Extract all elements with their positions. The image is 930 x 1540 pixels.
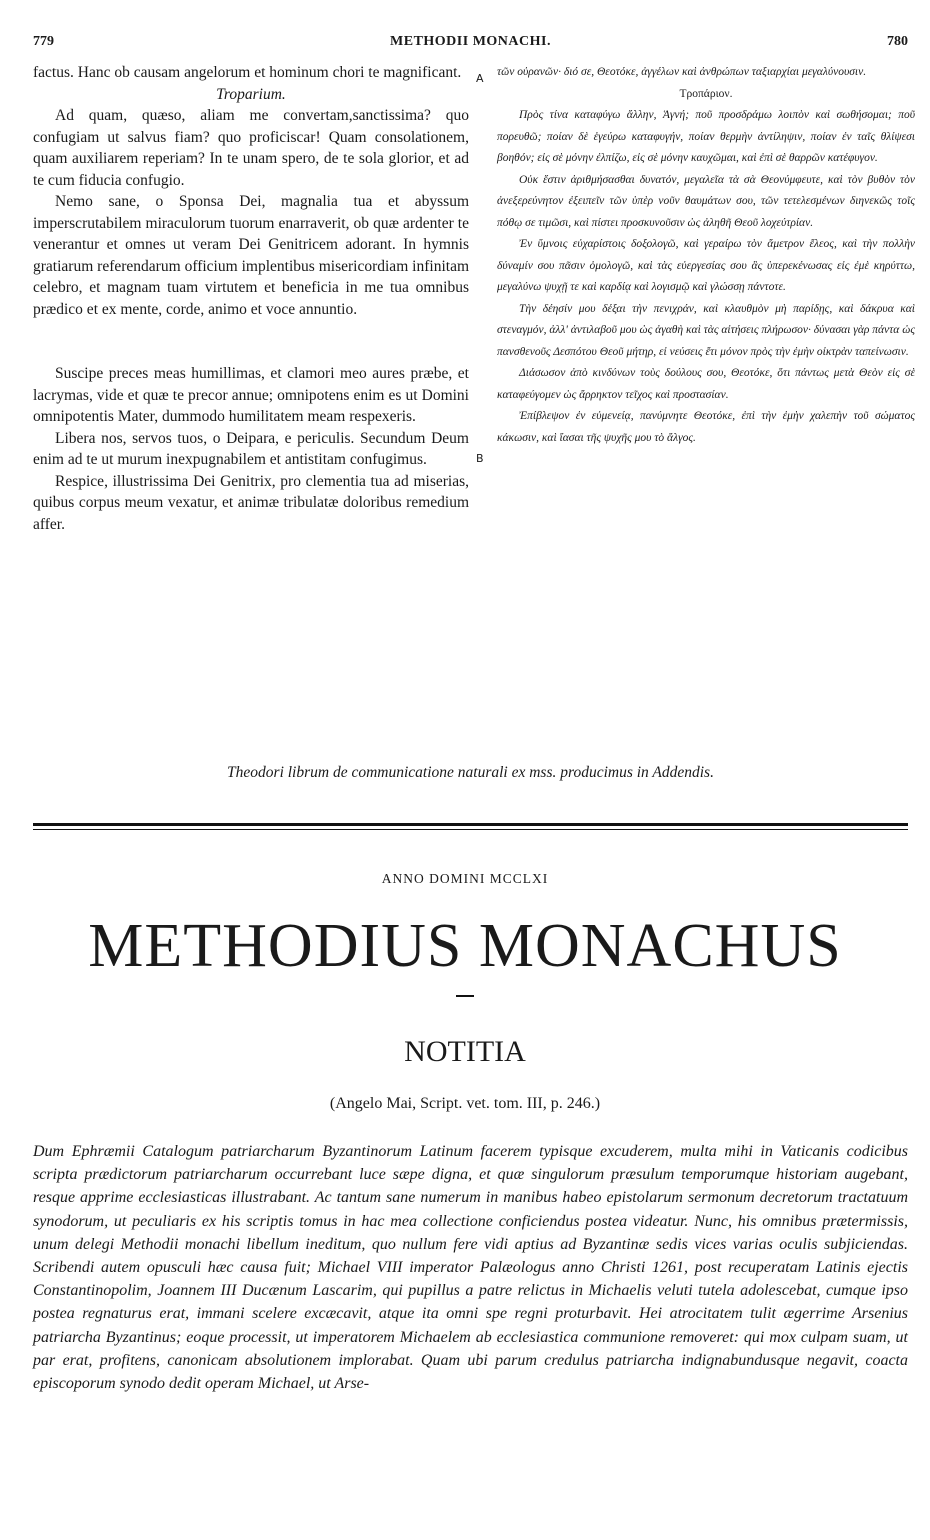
section-subtitle: NOTITIA (404, 1035, 526, 1068)
latin-paragraph: Libera nos, servos tuos, o Deipara, e periculis. Secundum Deum enim ad te ut murum inexpugnabilem et antistitam confugimus. (33, 429, 469, 468)
running-header (33, 34, 908, 56)
notitia-paragraph: Dum Ephræmii Catalogum patriarcharum Byzantinorum Latinum facerem typisque excuderem, multa mihi in Vaticanis codicibus scripta prædictorum patriarcharum occurrebant luce sæpe digna, et quæ singulorum præsulum temporumque historiam augebant, resque apprime ecclesiasticas illustrabant. Ac tantum sane numerum in manibus habeo epistolarum sermonum decretorum tractatuum synodorum, ut peculiaris ex his scriptis tomus in hac mea collectione conficiendus postea videatur. Nunc, his omnibus prætermissis, unum delegi Methodii monachi libellum ineditum, quo nullum fere vidi aptius ad Byzantinæ sedis vices varias oculis subjiciendas. Scribendi autem opusculi hæc causa fuit; Michael VIII imperator Palæologus anno Christi 1261, post recuperatam Latinis ejectis Constantinopolim, Joannem III Ducænum Lascarim, qui pupillus a patre relictus in Michaelis veluti tutela adolescebat, cumque ipso postea regnaturus erat, immani scelere excæcavit, atque ita omni spe regni proturbavit. Hei atrocitatem tulit ægerrime Arsenius patriarcha Byzantinus; eoque processit, ut imperatorem Michaelem ab ecclesiastica communione removeret: qui mox culpam suam, ut par erat, profitens, canonicam absolutionem implorabat. Quam ubi parum credulus patriarcha indignabundusque negavit, coacta episcoporum synodo dedit operam Michael, ut Arse- (33, 1143, 908, 1393)
latin-column (33, 62, 469, 535)
greek-paragraph: Τὴν δέησίν μου δέξαι τὴν πενιχράν, καὶ κλαυθμὸν μὴ παρίδῃς, καὶ δάκρυα καὶ στεναγμόν, ἀλλ' ἀντιλαβοῦ μου ὡς ἀγαθὴ καὶ τὰς αἰτήσεις πλήρωσον· δύνασαι γὰρ πάντα ὡς πανσθενοῦς Δεσπότου Θεοῦ μήτηρ, εἰ νεύσεις ἔτι μόνον πρὸς τὴν ἐμὴν οἰκτρὰν ταπείνωσιν. (497, 302, 915, 358)
title-dash (456, 995, 474, 997)
notitia-text (33, 1140, 908, 1395)
greek-paragraph: Οὐκ ἔστιν ἀριθμήσασθαι δυνατόν, μεγαλεῖα τὰ σὰ Θεονύμφευτε, καὶ τὸν βυθὸν τὸν ἀνεξερεύνητον ἐξειπεῖν τῶν ὑπὲρ νοῦν θαυμάτων σου, τῶν τετελεσμένων διηνεκῶς τοῖς πόθῳ σε τιμῶσι, καὶ πίστει προσκυνοῦσιν ὡς ἀληθῆ Θεοῦ λοχεύτρίαν. (497, 173, 915, 229)
latin-paragraph: Ad quam, quæso, aliam me convertam,sanctissima? quo confugiam ut salvus fiam? quo proficiscar! Quam consolationem, quam auxiliarem reperiam? In te unam spero, de te sola glorior, et ad te cum fiducia confugio. (33, 107, 469, 189)
section-divider-thick (33, 823, 908, 826)
greek-column (497, 62, 915, 449)
section-divider-thin (33, 829, 908, 830)
greek-paragraph: Ἐν ὕμνοις εὐχαρίστοις δοξολογῶ, καὶ γεραίρω τὸν ἄμετρον ἔλεος, καὶ τὴν πολλὴν δύναμίν σου πᾶσιν ὁμολογῶ, καὶ τὰς εὐεργεσίας σου ἃς ὑπερεκένωσας εἰς ἐμὲ κηρύττω, μεγαλύνω ψυχῇ τε καὶ καρδίᾳ καὶ λογισμῷ καὶ γλώσσῃ πάντοτε. (497, 238, 915, 293)
latin-paragraph: Suscipe preces meas humillimas, et clamori meo aures præbe, et lacrymas, vide et quæ te precor annue; omnipotens enim es ut Domini omnipotentis Mater, dummodo humilitatem meam respexeris. (33, 365, 469, 425)
footnote: Theodori librum de communicatione naturali ex mss. producimus in Addendis. (227, 764, 714, 781)
greek-troparium-heading: Τροπάριον. (679, 87, 733, 100)
margin-marker-a: A (476, 72, 484, 85)
running-title: METHODII MONACHI. (390, 34, 551, 49)
greek-paragraph: Πρὸς τίνα καταφύγω ἄλλην, Ἁγνή; ποῦ προσδράμω λοιπὸν καὶ σωθήσομαι; ποῦ πορευθῶ; ποίαν δὲ ἑγεύρω καταφυγήν, ποίαν θερμὴν ἀντίληψιν, ποίαν ἐν ταῖς θλίψεσι βοηθόν; εἰς σὲ μόνην ἐλπίζω, εἰς σὲ μόνην καυχῶμαι, καὶ ἐπὶ σὲ θαρρῶν κατέφυγον. (497, 109, 915, 164)
margin-marker-b: B (476, 452, 484, 465)
greek-paragraph: Ἐπίβλεψον ἐν εὐμενείᾳ, πανύμνητε Θεοτόκε, ἐπὶ τὴν ἐμὴν χαλεπὴν τοῦ σώματος κάκωσιν, καὶ ἴασαι τῆς ψυχῆς μου τὸ ἄλγος. (497, 410, 915, 444)
page-number-right: 780 (887, 34, 908, 49)
latin-paragraph: Nemo sane, o Sponsa Dei, magnalia tua et abyssum imperscrutabilem miraculorum tuorum enarraverit, ob quæ ardenter te venerantur et omnes ut veram Dei Genitricem adorant. In hymnis gratiarum referendarum officium implentibus misericordiam infinitam celebro, et magnam tuam virtutem et beneficia in me tua omnibus prædico et ex mente, corde, animo et voce annuntio. (33, 193, 469, 318)
source-citation: (Angelo Mai, Script. vet. tom. III, p. 246.) (329, 1095, 601, 1112)
greek-paragraph: Διάσωσον ἀπὸ κινδύνων τοὺς δούλους σου, Θεοτόκε, ὅτι πάντως μετὰ Θεὸν εἰς σὲ καταφεύγομεν ὡς ἄρρηκτον τεῖχος καὶ προστασίαν. (497, 367, 915, 401)
column-gap (33, 320, 469, 363)
page-number-left: 779 (33, 34, 54, 49)
section-date: ANNO DOMINI MCCLXI (381, 871, 549, 886)
latin-troparium-heading: Troparium. (216, 85, 286, 103)
section-title: METHODIUS MONACHUS (88, 912, 842, 980)
latin-paragraph: Respice, illustrissima Dei Genitrix, pro clementia tua ad miserias, quibus corpus meum vexatur, et animæ tribulatæ doloribus remedium affer. (33, 472, 469, 533)
greek-paragraph: τῶν οὐρανῶν· διό σε, Θεοτόκε, ἀγγέλων καὶ ἀνθρώπων ταξιαρχίαι μεγαλύνουσιν. (497, 66, 867, 78)
latin-paragraph: factus. Hanc ob causam angelorum et hominum chori te magnificant. (33, 64, 462, 81)
